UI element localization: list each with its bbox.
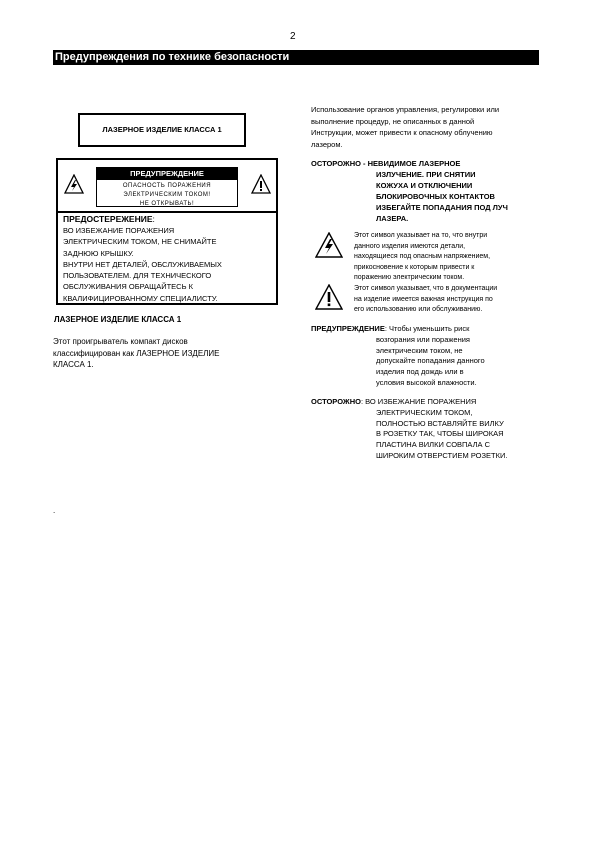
- warning-label-title: ПРЕДУПРЕЖДЕНИЕ: [97, 168, 237, 180]
- caution-block: [63, 214, 275, 304]
- laser-class-label: ЛАЗЕРНОЕ ИЗДЕЛИЕ КЛАССА 1: [78, 113, 246, 147]
- laser-class-heading: ЛАЗЕРНОЕ ИЗДЕЛИЕ КЛАССА 1: [54, 315, 182, 324]
- invisible-laser-caution: ОСТОРОЖНО - НЕВИДИМОЕ ЛАЗЕРНОЕ ИЗЛУЧЕНИЕ. ПРИ СНЯТИИ КОЖУХА И ОТКЛЮЧЕНИИ БЛОКИРОВОЧНЫХ КОНТАКТОВ ИЗБЕГАЙТЕ ПОПАДАНИЯ ПОД ЛУЧ ЛАЗЕРА.: [311, 159, 508, 223]
- controls-warning-paragraph: Использование органов управления, регулировки или выполнение процедур, не описанных в данной Инструкции, может привести к опасному облучению лазером.: [311, 105, 500, 149]
- voltage-symbol-description: Этот символ указывает на то, что внутри данного изделия имеются детали, находящиеся под опасным напряжением, прикосновение к которым привести к поражению электрическим током.: [354, 232, 491, 282]
- section-title: Предупреждения по технике безопасности: [53, 50, 539, 65]
- caution-title: ПРЕДОСТЕРЕЖЕНИЕ:: [63, 214, 155, 224]
- caution-text: ВО ИЗБЕЖАНИЕ ПОРАЖЕНИЯ ЭЛЕКТРИЧЕСКИМ ТОКОМ, НЕ СНИМАЙТЕ ЗАДНЮЮ КРЫШКУ. ВНУТРИ НЕТ ДЕТАЛЕЙ, ОБСЛУЖИВАЕМЫХ ПОЛЬЗОВАТЕЛЕМ. ДЛЯ ТЕХНИЧЕСКОГО ОБСЛУЖИВАНИЯ ОБРАЩАЙТЕСЬ К КВАЛИФИЦИРОВАННОМУ СПЕЦИАЛИСТУ.: [63, 226, 222, 303]
- warning-panel-top: [58, 160, 276, 213]
- moisture-warning: ПРЕДУПРЕЖДЕНИЕ: Чтобы уменьшить риск возгорания или поражения электрическим током, не допускайте попадания данного изделия под дождь или в условия высокой влажности.: [311, 324, 485, 387]
- plug-caution: ОСТОРОЖНО: ВО ИЗБЕЖАНИЕ ПОРАЖЕНИЯ ЭЛЕКТРИЧЕСКИМ ТОКОМ, ПОЛНОСТЬЮ ВСТАВЛЯЙТЕ ВИЛКУ В РОЗЕТКУ ТАК, ЧТОБЫ ШИРОКАЯ ПЛАСТИНА ВИЛКИ СОВПАЛА С ШИРОКИМ ОТВЕРСТИЕМ РОЗЕТКИ.: [311, 397, 508, 460]
- exclamation-triangle-icon: [315, 284, 343, 310]
- page-number: 2: [290, 31, 296, 42]
- stray-dot: .: [53, 506, 56, 515]
- warning-label-text: ОПАСНОСТЬ ПОРАЖЕНИЯ ЭЛЕКТРИЧЕСКИМ ТОКОМ! НЕ ОТКРЫВАТЬ!: [122, 183, 212, 207]
- instruction-symbol-description: Этот символ указывает, что в документации на изделие имеется важная инструкция по его использованию или обслуживанию.: [354, 285, 498, 314]
- exclamation-triangle-icon: [251, 174, 271, 194]
- lightning-triangle-icon: [315, 232, 343, 258]
- warning-panel: [56, 158, 278, 305]
- warning-label-box: [96, 167, 238, 207]
- laser-class-paragraph: Этот проигрыватель компакт дисков классифицирован как ЛАЗЕРНОЕ ИЗДЕЛИЕ КЛАССА 1.: [53, 337, 220, 369]
- lightning-triangle-icon: [64, 174, 84, 194]
